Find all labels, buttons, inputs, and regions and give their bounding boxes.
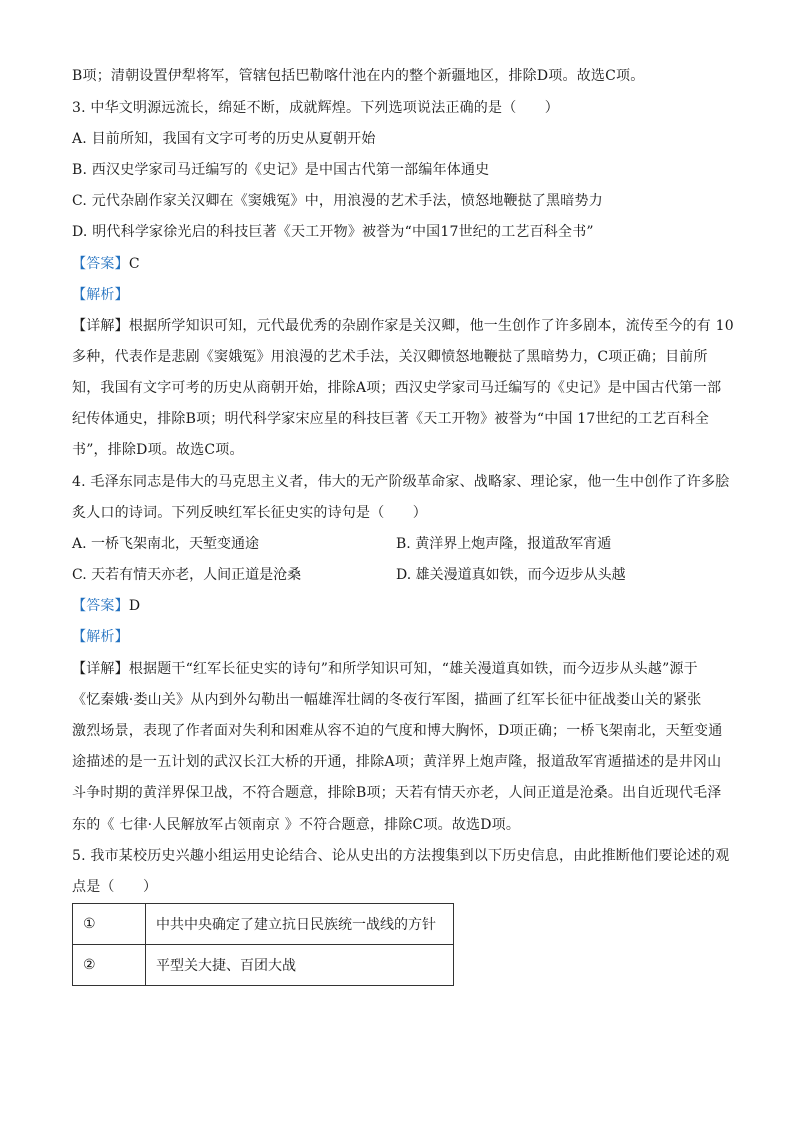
question-4-detail-line: 斗争时期的黄洋界保卫战，不符合题意，排除B项；天若有情天亦老，人间正道是沧桑。出自近现代毛泽 <box>72 785 722 801</box>
detail-tag: 【详解】 <box>72 661 129 677</box>
question-3-option-c: C. 元代杂剧作家关汉卿在《窦娥冤》中，用浪漫的艺术手法，愤怒地鞭挞了黑暗势力 <box>72 193 603 209</box>
answer-tag: 【答案】 <box>72 256 129 272</box>
question-3-detail-line: 多种，代表作是悲剧《窦娥冤》用浪漫的艺术手法，关汉卿愤怒地鞭挞了黑暗势力，C项正确；目前所 <box>72 349 708 365</box>
question-3-detail-line: 纪传体通史，排除B项；明代科学家宋应星的科技巨著《天工开物》被誉为“中国 17世纪的工艺百科全 <box>72 411 710 427</box>
question-3-stem: 3. 中华文明源远流长，绵延不断，成就辉煌。下列选项说法正确的是（ ） <box>72 100 560 116</box>
question-4-option-d: D. 雄关漫道真如铁，而今迈步从头越 <box>396 567 626 583</box>
question-3-detail-line: 知，我国有文字可考的历史从商朝开始，排除A项；西汉史学家司马迁编写的《史记》是中国古代第一部 <box>72 380 722 396</box>
question-4-stem: 炙人口的诗词。下列反映红军长征史实的诗句是（ ） <box>72 505 427 521</box>
question-4-answer <box>72 596 732 616</box>
table-cell-text: 中共中央确定了建立抗日民族统一战线的方针 <box>146 904 454 945</box>
answer-value: C <box>128 256 140 272</box>
answer-tag: 【答案】 <box>72 598 129 614</box>
question-5-stem: 5. 我市某校历史兴趣小组运用史论结合、论从史出的方法搜集到以下历史信息，由此推断他们要论述的观 <box>72 848 730 864</box>
question-4-analysis-tag: 【解析】 <box>72 629 129 645</box>
question-3-detail-line: 书”，排除D项。故选C项。 <box>72 442 244 458</box>
question-3-detail-line <box>72 316 732 336</box>
question-3-option-a: A. 目前所知，我国有文字可考的历史从夏朝开始 <box>72 131 376 147</box>
table-cell-number: ① <box>73 904 146 945</box>
question-4-detail-line: 《忆秦娥·娄山关》从内到外勾勒出一幅雄浑壮阔的冬夜行军图，描画了红军长征中征战娄山关的紧张 <box>72 692 702 708</box>
question-4-option-b: B. 黄洋界上炮声隆，报道敌军宵遁 <box>396 536 612 552</box>
detail-text: 根据题干“红军长征史实的诗句”和所学知识可知，“雄关漫道真如铁，而今迈步从头越”源于 <box>128 661 698 677</box>
detail-tag: 【详解】 <box>72 318 129 334</box>
table-cell-number: ② <box>73 945 146 986</box>
question-4-detail-line: 途描述的是一五计划的武汉长江大桥的开通，排除A项；黄洋界上炮声隆，报道敌军宵遁描述的是井冈山 <box>72 754 722 770</box>
info-table <box>72 903 454 986</box>
question-4-detail-line <box>72 659 732 679</box>
question-3-option-b: B. 西汉史学家司马迁编写的《史记》是中国古代第一部编年体通史 <box>72 162 490 178</box>
question-4-detail-line: 激烈场景，表现了作者面对失利和困难从容不迫的气度和博大胸怀，D项正确；一桥飞架南北，天堑变通 <box>72 723 723 739</box>
table-row <box>73 904 454 945</box>
text-line: B项；清朝设置伊犁将军，管辖包括巴勒喀什池在内的整个新疆地区，排除D项。故选C项。 <box>72 68 645 84</box>
answer-value: D <box>128 598 141 614</box>
table-cell-text: 平型关大捷、百团大战 <box>146 945 454 986</box>
question-4-stem: 4. 毛泽东同志是伟大的马克思主义者，伟大的无产阶级革命家、战略家、理论家，他一生中创作了许多脍 <box>72 474 730 490</box>
table-row <box>73 945 454 986</box>
question-3-option-d: D. 明代科学家徐光启的科技巨著《天工开物》被誉为“中国17世纪的工艺百科全书” <box>72 224 594 240</box>
detail-text: 根据所学知识可知，元代最优秀的杂剧作家是关汉卿，他一生创作了许多剧本，流传至今的有 10 <box>128 318 734 334</box>
question-3-analysis-tag: 【解析】 <box>72 287 129 303</box>
question-4-option-a: A. 一桥飞架南北，天堑变通途 <box>72 536 260 552</box>
question-3-answer <box>72 254 732 274</box>
question-4-detail-line: 东的《 七律·人民解放军占领南京 》不符合题意，排除C项。故选D项。 <box>72 817 521 833</box>
question-5-stem: 点是（ ） <box>72 879 158 895</box>
question-4-option-c: C. 天若有情天亦老，人间正道是沧桑 <box>72 567 302 583</box>
